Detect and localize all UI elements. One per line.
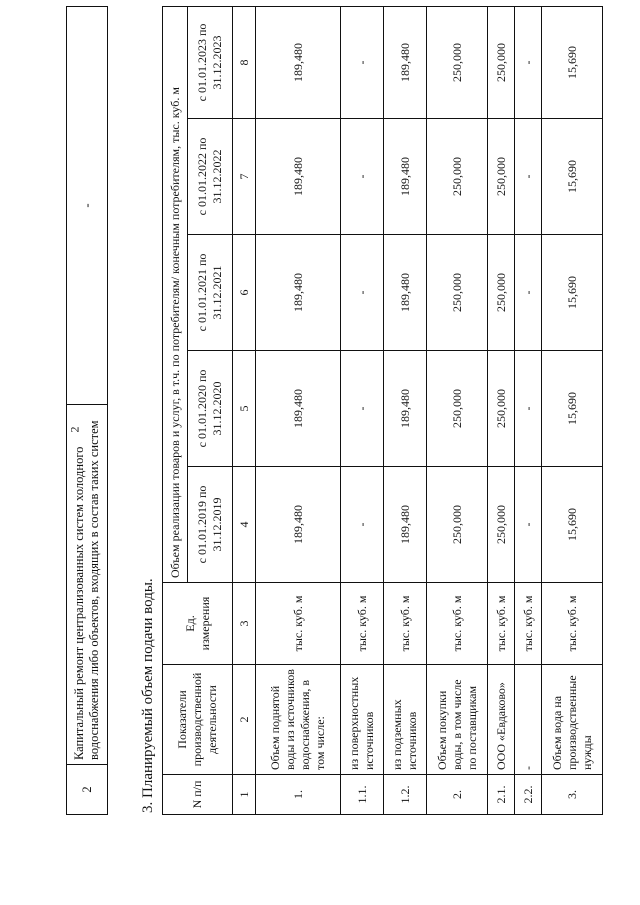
row-value: 15,690 [542,351,603,467]
col-number: 2 [233,665,256,775]
row-value: 250,000 [488,119,515,235]
col-number: 1 [233,775,256,815]
cell-value: - [67,7,108,405]
col-number: 4 [233,467,256,583]
table-row [67,7,108,815]
row-unit: тыс. куб. м [488,583,515,665]
top-table [66,6,108,815]
row-value: 250,000 [488,467,515,583]
row-value: 15,690 [542,235,603,351]
row-value: - [515,7,542,119]
row-value: 15,690 [542,7,603,119]
row-num: 1.1. [341,775,384,815]
row-value: - [341,235,384,351]
row-unit: тыс. куб. м [427,583,488,665]
header-indicator: Показатели производственной деятельности [163,665,233,775]
col-number: 8 [233,7,256,119]
row-unit: тыс. куб. м [542,583,603,665]
row-value: 189,480 [256,351,341,467]
row-value: - [341,351,384,467]
table-row [384,7,427,815]
row-value: 189,480 [256,467,341,583]
header-period: с 01.01.2019 по 31.12.2019 [188,467,233,583]
table-row [427,7,488,815]
row-num: 1. [256,775,341,815]
text-line: водоснабжения либо объектов, входящих в состав таких систем [87,420,101,760]
header-num: N п/п [163,775,233,815]
row-num: 1.2. [384,775,427,815]
row-num: 2.2. [515,775,542,815]
row-value: 250,000 [427,235,488,351]
row-value: 250,000 [488,351,515,467]
row-name: ООО «Евдаково» [488,665,515,775]
page-number: 2 [67,426,82,433]
col-number: 5 [233,351,256,467]
row-value: 189,480 [384,235,427,351]
header-row [163,7,188,815]
column-number-row [233,7,256,815]
header-unit: Ед. измерения [163,583,233,665]
row-value: - [341,119,384,235]
section-heading: 3. Планируемый объем подачи воды. [140,578,156,813]
row-value: 189,480 [256,119,341,235]
col-number: 6 [233,235,256,351]
row-num: 3. [542,775,603,815]
row-value: - [515,351,542,467]
row-value: 189,480 [256,235,341,351]
table-row [256,7,341,815]
row-value: 189,480 [384,467,427,583]
row-value: - [515,119,542,235]
row-name: Объем вода на производственные нужды [542,665,603,775]
table-row [341,7,384,815]
row-value: 250,000 [488,7,515,119]
water-supply-table [162,6,603,815]
row-name: из поверхностных источников [341,665,384,775]
table-row [542,7,603,815]
cell-text [67,405,108,765]
row-value: - [515,467,542,583]
row-value: - [515,235,542,351]
header-period: с 01.01.2023 по 31.12.2023 [188,7,233,119]
row-value: 15,690 [542,119,603,235]
row-num: 2.1. [488,775,515,815]
row-num: 2. [427,775,488,815]
row-value: 189,480 [384,119,427,235]
row-unit: тыс. куб. м [256,583,341,665]
row-value: 250,000 [427,351,488,467]
row-name: Объем покупки воды, в том числе по поставщикам [427,665,488,775]
header-volume: Объем реализации товаров и услуг, в т.ч. по потребителям/ конечным потребителям, тыс. куб. м [163,7,188,583]
row-name: - [515,665,542,775]
row-value: 189,480 [384,351,427,467]
row-value: 189,480 [384,7,427,119]
row-value: 15,690 [542,467,603,583]
row-value: 250,000 [488,235,515,351]
row-name: Объем поднятой воды из источников водоснабжения, в том числе: [256,665,341,775]
row-value: - [341,467,384,583]
row-value: 250,000 [427,467,488,583]
header-period: с 01.01.2022 по 31.12.2022 [188,119,233,235]
row-value: - [341,7,384,119]
col-number: 3 [233,583,256,665]
row-name: из подземных источников [384,665,427,775]
table-row [488,7,515,815]
table-row [515,7,542,815]
row-value: 250,000 [427,119,488,235]
row-value: 250,000 [427,7,488,119]
row-unit: тыс. куб. м [515,583,542,665]
row-unit: тыс. куб. м [384,583,427,665]
header-period: с 01.01.2020 по 31.12.2020 [188,351,233,467]
header-period: с 01.01.2021 по 31.12.2021 [188,235,233,351]
text-line: Капитальный ремонт централизованных систем холодного [72,446,86,760]
cell-num: 2 [67,765,108,815]
row-unit: тыс. куб. м [341,583,384,665]
row-value: 189,480 [256,7,341,119]
col-number: 7 [233,119,256,235]
